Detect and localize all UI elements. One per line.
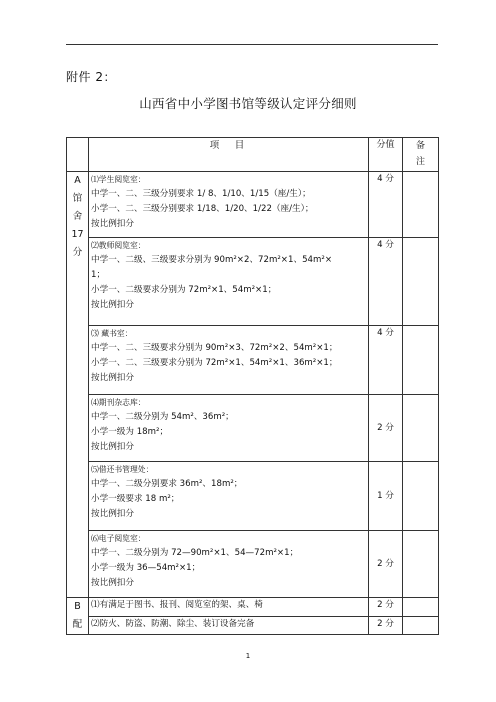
item-line: 小学一级为 18m²； xyxy=(91,427,169,437)
table-row xyxy=(67,598,439,617)
item-cell xyxy=(89,326,369,395)
item-line: 按比例扣分 xyxy=(91,578,134,588)
category-b-cell xyxy=(67,598,89,635)
item-line: 中学一、二级、三级要求分别为 90m²×2、72m²×1、54m²× xyxy=(91,255,333,265)
score-cell: 2 分 xyxy=(369,616,403,635)
remark-cell xyxy=(403,598,439,617)
score-cell: 4 分 xyxy=(369,238,403,326)
score-cell: 1 分 xyxy=(369,462,403,531)
item-line: 中学一、二级分别为 54m²、36m²； xyxy=(91,412,234,422)
score-cell: 4 分 xyxy=(369,172,403,238)
score-cell: 2 分 xyxy=(369,598,403,617)
item-line: 中学一、二级分别要求 36m²、18m²； xyxy=(91,479,243,489)
item-heading: ⑵教师阅览室： xyxy=(91,241,146,250)
item-line: 1； xyxy=(91,270,106,280)
item-line: 小学一、二级要求分别为 72m²×1、54m²×1； xyxy=(91,285,277,295)
header-remark-line1: 备 xyxy=(415,141,425,151)
item-heading: ⑷期刊杂志库： xyxy=(91,398,146,407)
category-b-char: 配 xyxy=(72,619,83,630)
item-line: 中学一、二、三级要求分别为 90m²×3、72m²×2、54m²×1； xyxy=(91,343,338,353)
table-header-row xyxy=(67,138,439,172)
item-cell xyxy=(89,172,369,238)
document-title: 山西省中小学图书馆等级认定评分细则 xyxy=(139,96,357,111)
header-category-cell xyxy=(67,138,89,172)
scoring-table xyxy=(66,137,439,635)
category-a-char: 分 xyxy=(72,247,83,258)
category-a-char: 馆 xyxy=(72,193,83,204)
category-a-cell xyxy=(67,172,89,598)
score-cell: 2 分 xyxy=(369,395,403,462)
item-line: 按比例扣分 xyxy=(91,373,134,383)
category-b-char: B xyxy=(74,601,81,612)
score-cell: 2 分 xyxy=(369,531,403,598)
remark-cell xyxy=(403,462,439,531)
item-line: 按比例扣分 xyxy=(91,300,134,310)
header-score: 分值 xyxy=(369,138,403,172)
item-heading: ⑴学生阅览室： xyxy=(91,175,146,184)
page-number: 1 xyxy=(245,652,251,660)
item-line: 中学一、二、三级分别要求 1/ 8、1/10、1/15（座/生）； xyxy=(91,189,311,199)
remark-cell xyxy=(403,395,439,462)
table-row xyxy=(67,462,439,531)
item-heading: ⑶ 藏书室： xyxy=(91,329,133,338)
item-line: 按比例扣分 xyxy=(91,442,134,452)
item-line: 小学一级为 36—54m²×1； xyxy=(91,563,201,573)
table-row xyxy=(67,172,439,238)
item-cell xyxy=(89,395,369,462)
item-line: 按比例扣分 xyxy=(91,219,134,229)
table-row xyxy=(67,238,439,326)
remark-cell xyxy=(403,238,439,326)
item-cell xyxy=(89,462,369,531)
item-heading: ⑸借还书管理处： xyxy=(91,465,154,474)
table-row xyxy=(67,531,439,598)
top-rule xyxy=(66,44,438,45)
header-item: 项 目 xyxy=(89,138,369,172)
item-cell: ⑵防火、防盗、防潮、除尘、装订设备完备 xyxy=(89,616,369,635)
category-a-char: 17 xyxy=(71,229,84,240)
category-a-char: A xyxy=(74,175,81,186)
item-line: 按比例扣分 xyxy=(91,509,134,519)
score-cell: 4 分 xyxy=(369,326,403,395)
table-row xyxy=(67,395,439,462)
header-remark xyxy=(403,138,439,172)
remark-cell xyxy=(403,531,439,598)
header-remark-line2: 注 xyxy=(415,157,425,167)
item-heading: ⑹电子阅览室： xyxy=(91,534,146,543)
remark-cell xyxy=(403,616,439,635)
item-line: 小学一、二、三级分别要求 1/18、1/20、1/22（座/生）； xyxy=(91,204,314,214)
attachment-label: 附件 2： xyxy=(66,70,116,84)
item-cell: ⑴有满足于图书、报刊、阅览室的架、桌、椅 xyxy=(89,598,369,617)
item-cell xyxy=(89,531,369,598)
category-a-char: 舍 xyxy=(72,211,83,222)
remark-cell xyxy=(403,172,439,238)
item-line: 中学一、二级分别为 72—90m²×1、54—72m²×1； xyxy=(91,548,299,558)
item-line: 小学一、二、三级要求分别为 72m²×1、54m²×1、36m²×1； xyxy=(91,358,338,368)
item-cell xyxy=(89,238,369,326)
remark-cell xyxy=(403,326,439,395)
table-row xyxy=(67,616,439,635)
item-line: 小学一级要求 18 m²； xyxy=(91,494,180,504)
table-row xyxy=(67,326,439,395)
